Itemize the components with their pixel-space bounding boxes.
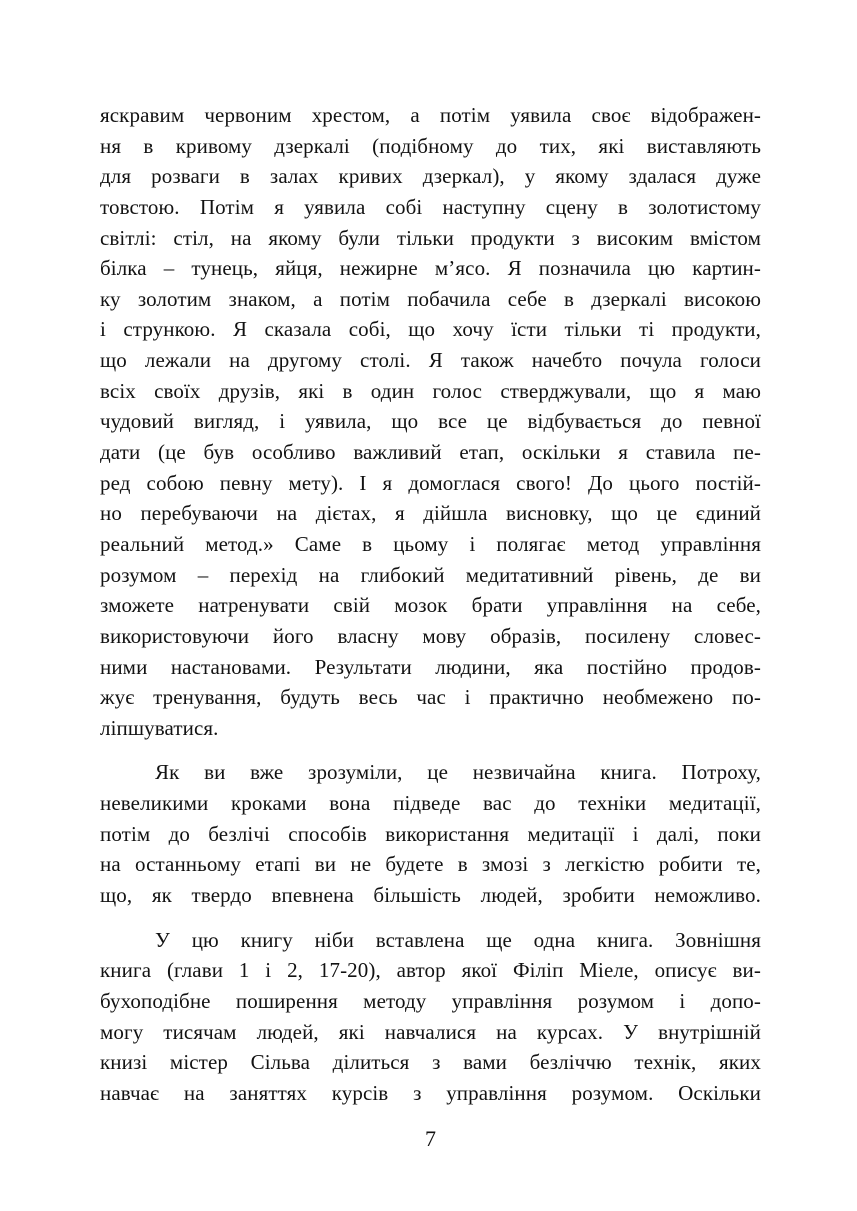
text-line: для розваги в залах кривих дзеркал), у якому здалася дуже [100, 164, 761, 189]
text-line: на останньому етапі ви не будете в змозі з легкістю робити те, [100, 852, 761, 877]
text-line: розумом – перехід на глибокий медитативний рівень, де ви [100, 562, 761, 587]
text-line: світлі: стіл, на якому були тільки продукти з високим вмістом [100, 225, 761, 250]
text-line: дати (це був особливо важливий етап, оскільки я ставила пе- [100, 440, 761, 465]
text-line: ня в кривому дзеркалі (подібному до тих, які виставляють [100, 133, 761, 158]
text-line: ліпшуватися. [100, 715, 219, 740]
text-line: товстою. Потім я уявила собі наступну сцену в золотистому [100, 194, 761, 219]
text-line: невеликими кроками вона підведе вас до техніки медитації, [100, 791, 761, 816]
text-line: жує тренування, будуть весь час і практично необмежено по- [100, 685, 761, 710]
text-line: білка – тунець, яйця, нежирне м’ясо. Я позначила цю картин- [100, 256, 761, 281]
text-line: бухоподібне поширення методу управління розумом і допо- [100, 988, 761, 1013]
text-line: потім до безлічі способів використання медитації і далі, поки [100, 821, 761, 846]
text-line: чудовий вигляд, і уявила, що все це відбувається до певної [100, 409, 761, 434]
text-block [100, 100, 761, 1109]
text-line: книзі містер Сільва ділиться з вами безліччю технік, яких [100, 1050, 761, 1075]
text-line: що лежали на другому столі. Я також начебто почула голоси [100, 348, 761, 373]
page-number: 7 [425, 1126, 436, 1151]
paragraph [100, 100, 761, 743]
text-line: навчає на заняттях курсів з управління розумом. Оскільки [100, 1080, 761, 1105]
text-line: ними настановами. Результати людини, яка постійно продов- [100, 654, 761, 679]
text-line: Як ви вже зрозуміли, це незвичайна книга. Потроху, [155, 760, 761, 785]
text-line: що, як твердо впевнена більшість людей, зробити неможливо. [100, 883, 761, 908]
text-line: і стрункою. Я сказала собі, що хочу їсти тільки ті продукти, [100, 317, 761, 342]
text-line: яскравим червоним хрестом, а потім уявила своє відображен- [100, 103, 761, 127]
paragraph [100, 925, 761, 1109]
text-line: реальний метод.» Саме в цьому і полягає метод управління [100, 531, 761, 556]
text-line: зможете натренувати свій мозок брати управління на себе, [100, 593, 761, 618]
text-line: могу тисячам людей, які навчалися на курсах. У внутрішній [100, 1019, 761, 1044]
text-line: книга (глави 1 і 2, 17-20), автор якої Філіп Міеле, описує ви- [100, 958, 761, 983]
text-line: ред собою певну мету). І я домоглася свого! До цього постій- [100, 470, 761, 495]
text-line: но перебуваючи на дієтах, я дійшла висновку, що це єдиний [100, 501, 761, 526]
text-line: ку золотим знаком, а потім побачила себе в дзеркалі високою [100, 286, 761, 311]
text-line: всіх своїх друзів, які в один голос стверджували, що я маю [100, 378, 761, 403]
paragraph [100, 757, 761, 910]
text-line: У цю книгу ніби вставлена ще одна книга. Зовнішня [155, 927, 761, 952]
text-line: використовуючи його власну мову образів, посилену словес- [100, 623, 761, 648]
